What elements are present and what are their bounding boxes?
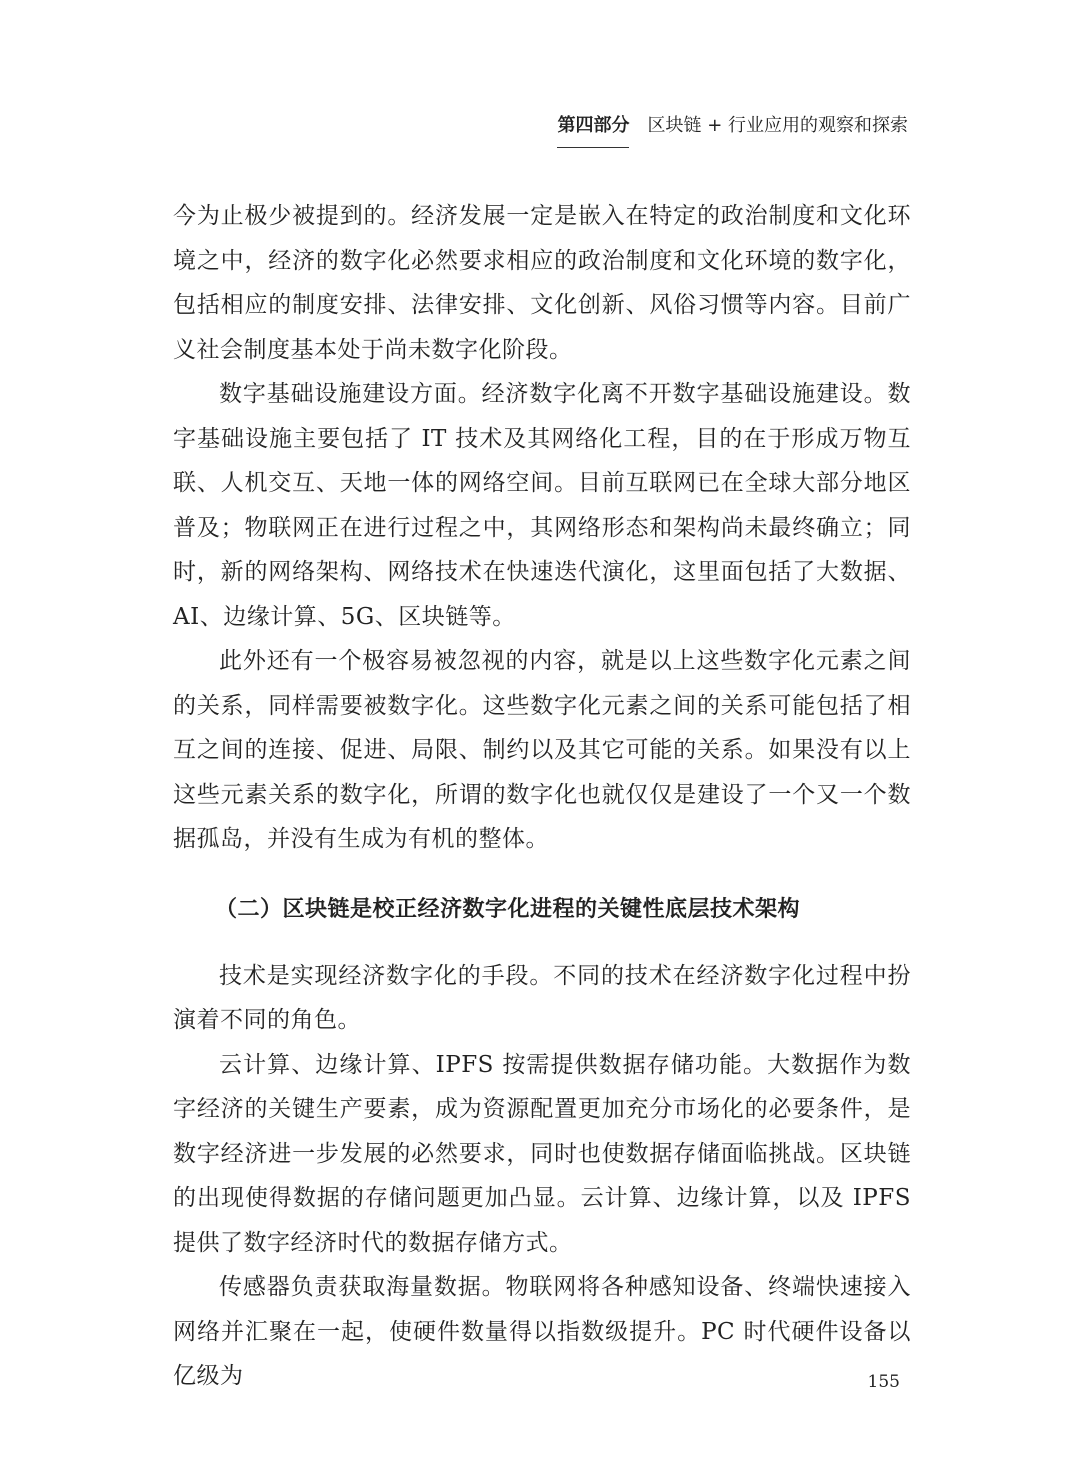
body-paragraph: 此外还有一个极容易被忽视的内容，就是以上这些数字化元素之间的关系，同样需要被数字化。这些数字化元素之间的关系可能包括了相互之间的连接、促进、局限、制约以及其它可能的关系。如果没有以上这些元素关系的数字化，所谓的数字化也就仅仅是建设了一个又一个数据孤岛，并没有生成为有机的整体。 — [173, 648, 911, 852]
page-number: 155 — [867, 1372, 900, 1392]
header-part-label: 第四部分 — [557, 111, 629, 148]
running-header — [557, 111, 908, 147]
body-paragraph: 今为止极少被提到的。经济发展一定是嵌入在特定的政治制度和文化环境之中，经济的数字化必然要求相应的政治制度和文化环境的数字化，包括相应的制度安排、法律安排、文化创新、风俗习惯等内容。目前广义社会制度基本处于尚未数字化阶段。 — [173, 203, 911, 363]
section-heading: （二）区块链是校正经济数字化进程的关键性底层技术架构 — [215, 896, 801, 922]
body-paragraph: 数字基础设施建设方面。经济数字化离不开数字基础设施建设。数字基础设施主要包括了 IT 技术及其网络化工程，目的在于形成万物互联、人机交互、天地一体的网络空间。目前互联网已在全球大部分地区普及；物联网正在进行过程之中，其网络形态和架构尚未最终确立；同时，新的网络架构、网络技术在快速迭代演化，这里面包括了大数据、AI、边缘计算、5G、区块链等。 — [173, 381, 911, 630]
body-paragraph: 技术是实现经济数字化的手段。不同的技术在经济数字化过程中扮演着不同的角色。 — [173, 962, 911, 1033]
body-paragraph: 传感器负责获取海量数据。物联网将各种感知设备、终端快速接入网络并汇聚在一起，使硬件数量得以指数级提升。PC 时代硬件设备以亿级为 — [173, 1274, 911, 1389]
header-chapter-title: 区块链 + 行业应用的观察和探索 — [647, 115, 908, 136]
body-paragraph: 云计算、边缘计算、IPFS 按需提供数据存储功能。大数据作为数字经济的关键生产要素，成为资源配置更加充分市场化的必要条件，是数字经济进一步发展的必然要求，同时也使数据存储面临挑战。区块链的出现使得数据的存储问题更加凸显。云计算、边缘计算，以及 IPFS 提供了数字经济时代的数据存储方式。 — [173, 1051, 911, 1256]
page-body — [173, 194, 911, 1399]
